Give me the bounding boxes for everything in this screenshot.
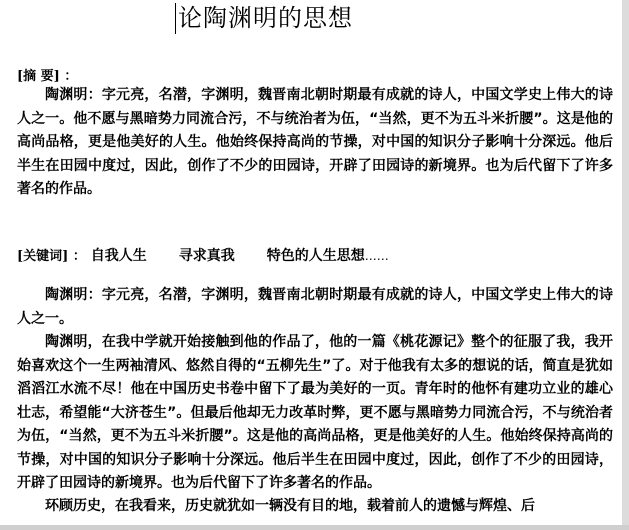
keyword-item: 特色的人生思想	[266, 248, 365, 264]
body-paragraph: 陶渊明：字元亮，名潜，字渊明，魏晋南北朝时期最有成就的诗人，中国文学史上伟大的诗人之一。	[17, 287, 613, 327]
keywords-label: [关键词] ：	[17, 249, 86, 264]
abstract-label: [摘 要] ：	[17, 69, 78, 84]
text-cursor	[175, 3, 176, 34]
body-paragraph: 环顾历史，在我看来，历史就犹如一辆没有目的地，载着前人的遗憾与辉煌、后	[45, 498, 535, 514]
keywords-ellipsis: ……	[364, 249, 389, 263]
body-paragraph: 陶渊明，在我中学就开始接触到他的作品了，他的一篇《桃花源记》整个的征服了我，我开始喜欢这个一生两袖清风、悠然自得的“五柳先生”了。对于他我有太多的想说的话，简直是犹如滔滔江水流不尽！他在中国历史书卷中留下了最为美好的一页。青年时的他怀有建功立业的雄心壮志，希望能“大济苍生”。但最后他却无力改革时弊，更不愿与黑暗势力同流合污，不与统治者为伍，“当然，更不为五斗米折腰”。这是他的高尚品格，更是他美好的人生。他始终保持高尚的节操，对中国的知识分子影响十分深远。他后半生在田园中度过，因此，创作了不少的田园诗，开辟了田园诗的新境界。也为后代留下了许多著名的作品。	[17, 334, 613, 491]
keyword-item: 自我人生	[90, 248, 147, 264]
vertical-scrollbar[interactable]	[622, 0, 629, 530]
keyword-item: 寻求真我	[178, 248, 235, 264]
keywords-row	[17, 246, 389, 267]
horizontal-scrollbar[interactable]	[0, 525, 629, 530]
document-title: 论陶渊明的思想	[178, 4, 353, 32]
abstract-text: 陶渊明：字元亮，名潜，字渊明，魏晋南北朝时期最有成就的诗人，中国文学史上伟大的诗人之一。他不愿与黑暗势力同流合污，不与统治者为伍，“当然，更不为五斗米折腰”。这是他的高尚品格，更是他美好的人生。他始终保持高尚的节操，对中国的知识分子影响十分深远。他后半生在田园中度过，因此，创作了不少的田园诗，开辟了田园诗的新境界。也为后代留下了许多著名的作品。	[17, 87, 613, 197]
